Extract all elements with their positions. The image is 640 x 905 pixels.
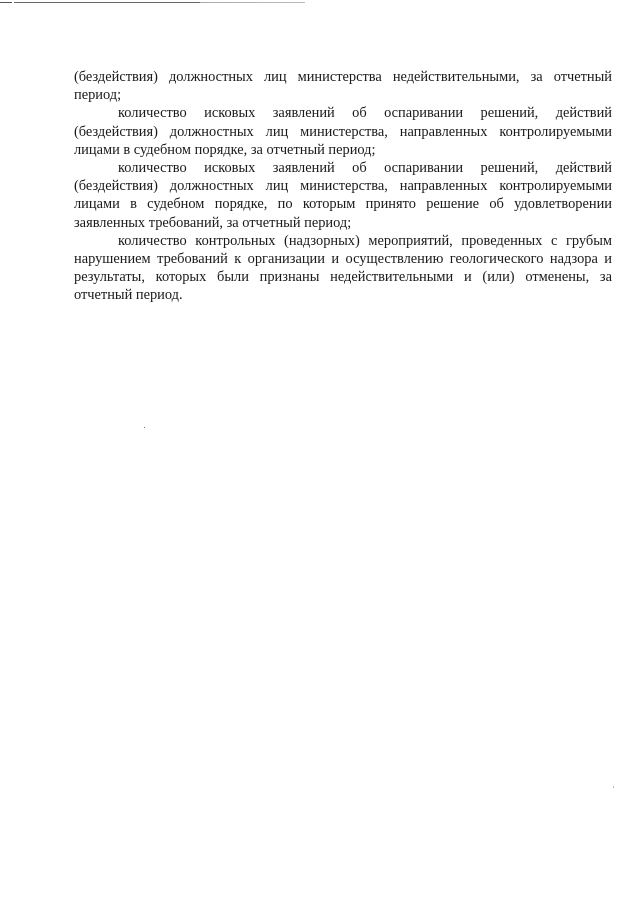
scan-edge-line (0, 2, 305, 3)
scan-speck (613, 786, 614, 788)
scan-speck (144, 427, 145, 428)
paragraph-lawsuits-satisfied: количество исковых заявлений об оспаривании решений, действий (бездействия) должностных лиц министерства, направленных контролируемыми лицами в судебном порядке, по которым принято решение об удовлетворении заявленных требований, за отчетный период; (74, 160, 612, 231)
document-body (74, 68, 612, 305)
paragraph-lawsuits-filed: количество исковых заявлений об оспаривании решений, действий (бездействия) должностных лиц министерства, направленных контролируемыми лицами в судебном порядке, за отчетный период; (74, 105, 612, 158)
paragraph-control-measures: количество контрольных (надзорных) мероприятий, проведенных с грубым нарушением требований к организации и осуществлению геологического надзора и результаты, которых были признаны недействительными и (или) отменены, за отчетный период. (74, 232, 612, 304)
paragraph-continuation: (бездействия) должностных лиц министерства недействительными, за отчетный период; (74, 69, 612, 104)
